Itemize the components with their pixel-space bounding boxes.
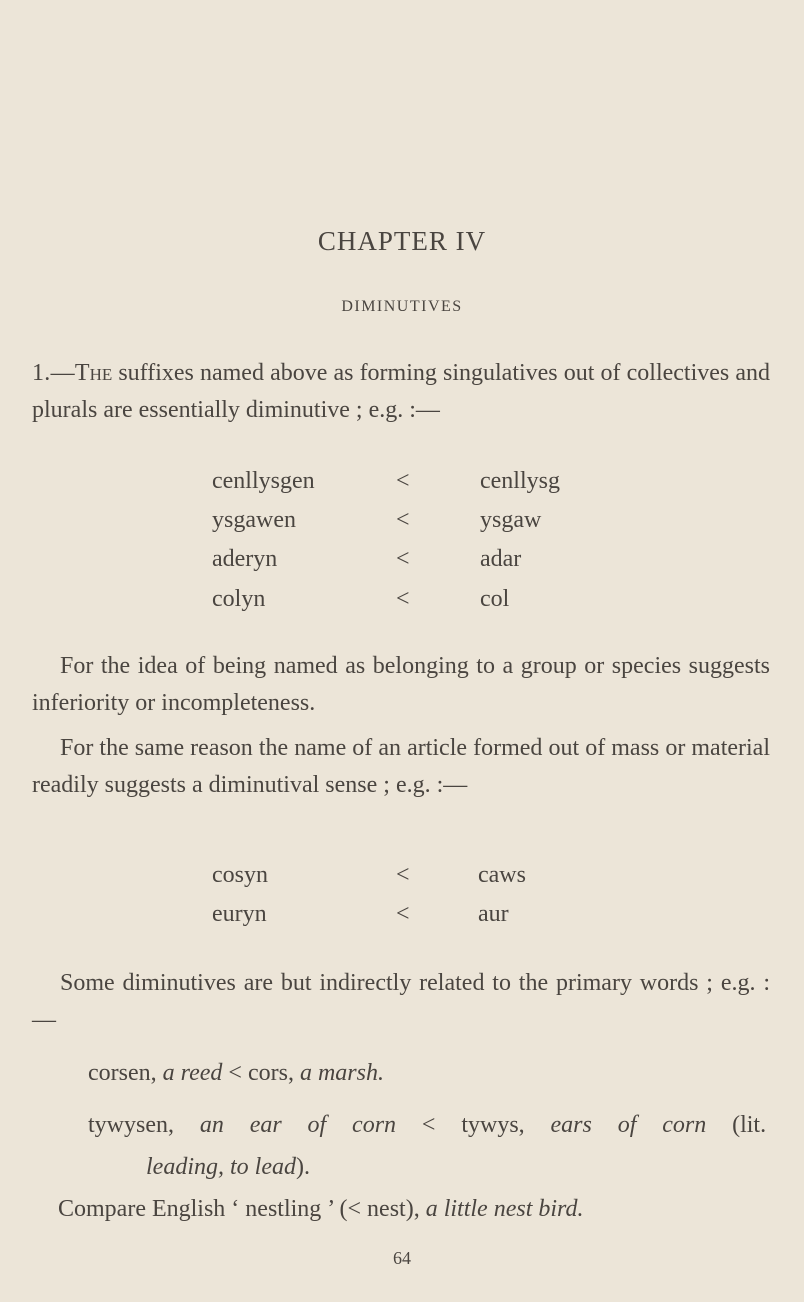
example-2-gloss3: leading, to lead xyxy=(146,1154,296,1180)
table-1-right-3: adar xyxy=(480,546,522,572)
table-1-sign-3: < xyxy=(396,546,410,572)
chapter-title: CHAPTER IV xyxy=(317,226,487,256)
table-2-left-2: euryn xyxy=(212,901,267,927)
example-1-word: corsen, xyxy=(88,1060,157,1086)
paragraph-1 xyxy=(32,355,770,429)
paragraph-1-number: 1.— xyxy=(32,360,75,386)
example-2-gloss: an ear of corn xyxy=(199,1112,397,1138)
table-1-left-4: colyn xyxy=(212,586,266,612)
table-1-left-1: cenllysgen xyxy=(212,468,315,494)
example-1 xyxy=(88,1052,384,1094)
compare-sign: < xyxy=(347,1196,362,1222)
table-2-sign-2: < xyxy=(396,901,410,927)
compare-text-1: Compare English ‘ nestling ’ ( xyxy=(58,1196,348,1222)
section-title: DIMINUTIVES xyxy=(341,298,463,315)
example-1-gloss: a reed xyxy=(162,1060,223,1086)
example-1-word2: cors, xyxy=(247,1060,294,1086)
example-1-sign: < xyxy=(228,1060,242,1086)
table-1-sign-1: < xyxy=(396,468,410,494)
table-1-sign-4: < xyxy=(396,586,410,612)
table-2-left-1: cosyn xyxy=(212,862,268,888)
example-2-paren-open: (lit. xyxy=(732,1112,767,1138)
example-2 xyxy=(88,1104,768,1188)
paragraph-1-lead-word: The xyxy=(74,360,113,386)
paragraph-1-text: suffixes named above as forming singulatives out of collectives and plurals are essentially diminutive ; e.g. :— xyxy=(32,360,770,423)
paragraph-4: Some diminutives are but indirectly related to the primary words ; e.g. :— xyxy=(32,970,770,1033)
table-2-sign-1: < xyxy=(396,862,410,888)
example-2-sign: < xyxy=(421,1112,436,1138)
example-2-gloss2: ears of corn xyxy=(550,1112,707,1138)
example-2-line-1 xyxy=(88,1104,766,1146)
table-1-right-4: col xyxy=(480,586,510,612)
compare-line xyxy=(58,1196,583,1223)
example-2-word: tywysen, xyxy=(88,1112,174,1138)
table-1-left-2: ysgawen xyxy=(212,507,296,533)
table-2-right-1: caws xyxy=(478,862,526,888)
paragraph-2: For the idea of being named as belonging to a group or species suggests inferiority or incompleteness. xyxy=(32,653,770,716)
table-1-right-2: ysgaw xyxy=(480,507,542,533)
paragraph-3: For the same reason the name of an article formed out of mass or material readily suggests a diminutival sense ; e.g. :— xyxy=(32,735,770,798)
table-2-right-2: aur xyxy=(478,901,509,927)
compare-text-2: nest), xyxy=(361,1196,420,1222)
table-1-right-1: cenllysg xyxy=(480,468,560,494)
table-1-sign-2: < xyxy=(396,507,410,533)
example-1-gloss2: a marsh. xyxy=(299,1060,384,1086)
compare-gloss: a little nest bird. xyxy=(425,1196,584,1222)
page-number: 64 xyxy=(393,1248,411,1268)
example-2-line-2 xyxy=(88,1146,768,1188)
table-1-left-3: aderyn xyxy=(212,546,278,572)
example-2-word2: tywys, xyxy=(461,1112,525,1138)
example-2-paren-close: ). xyxy=(295,1154,310,1180)
